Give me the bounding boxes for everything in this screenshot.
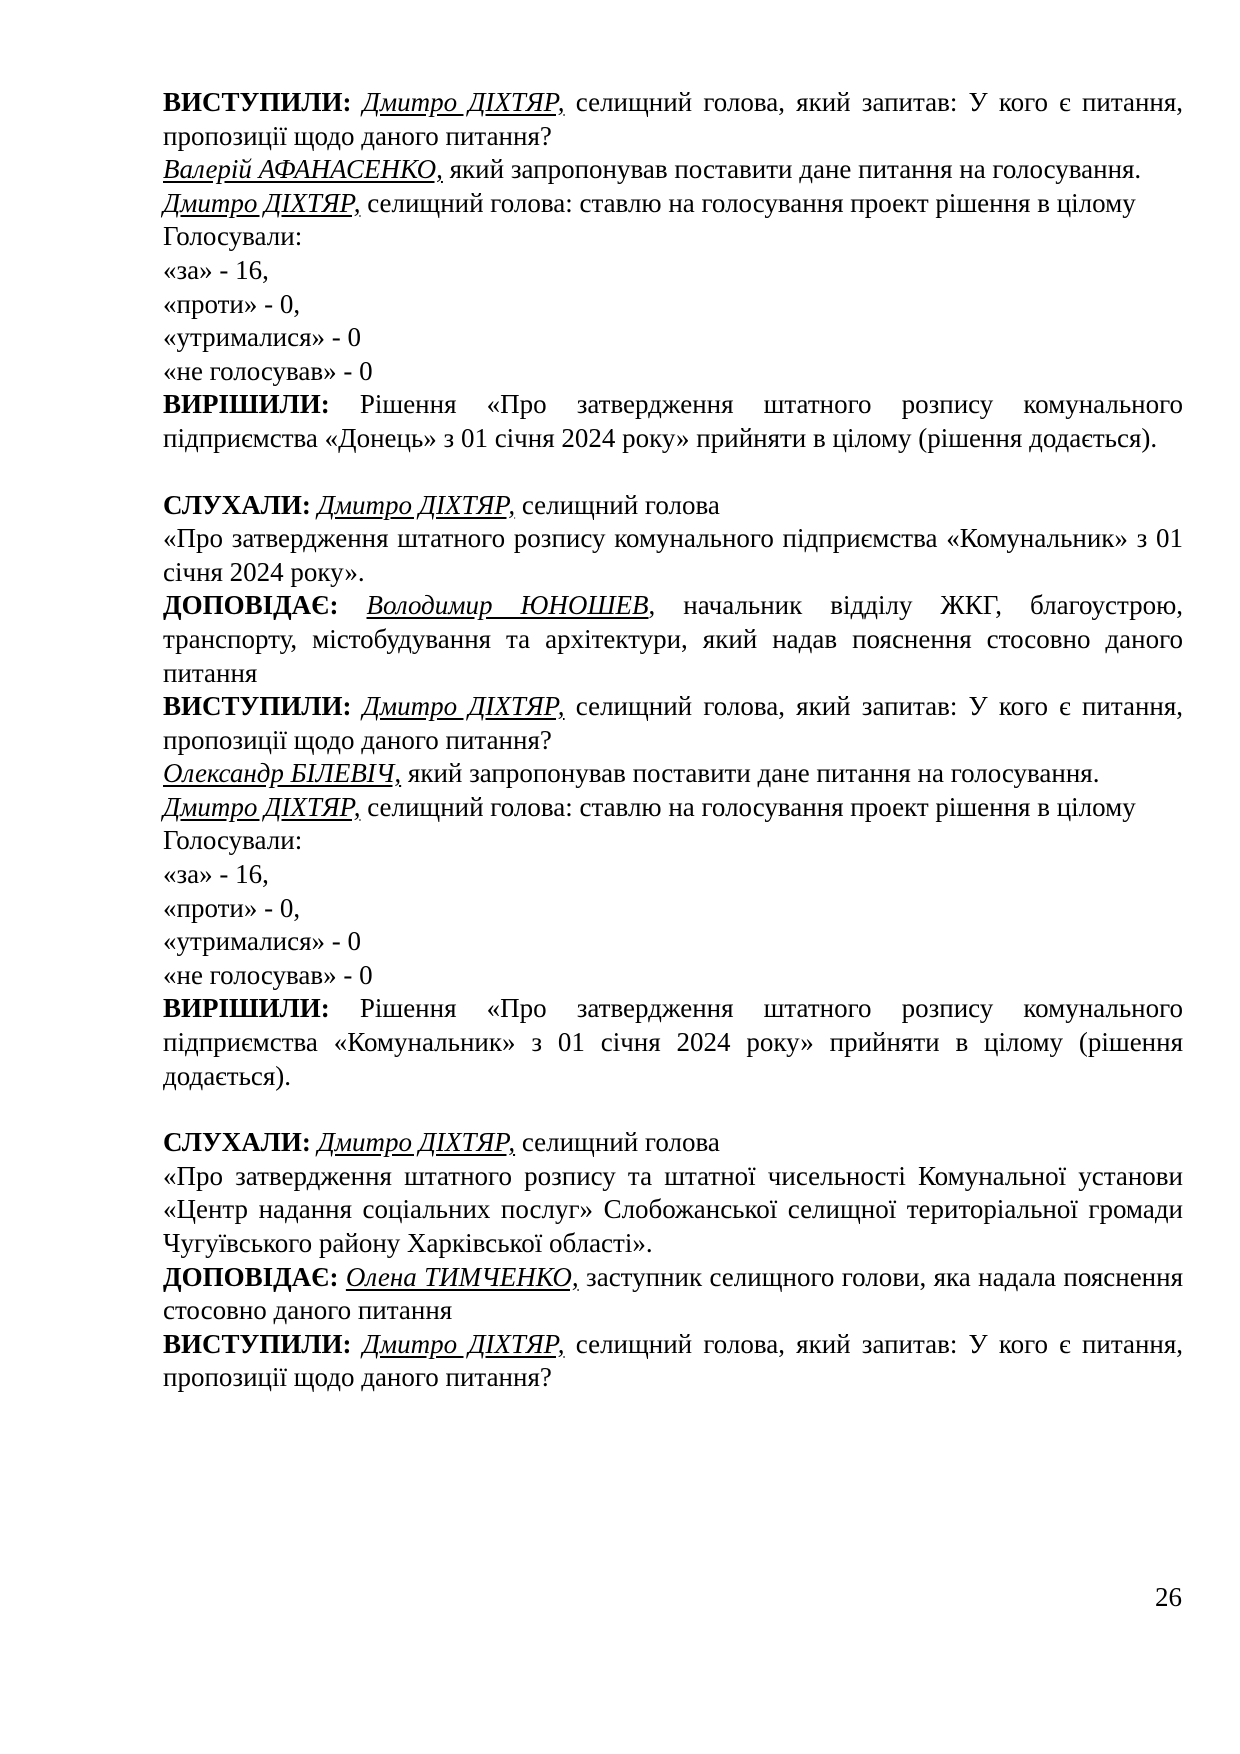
agenda-item-komunalnyk (163, 489, 1183, 1094)
vote-heading: Голосували: (163, 221, 303, 252)
reporter-label: ДОПОВІДАЄ: (163, 1261, 339, 1292)
vote-abstained: «утрималися» - 0 (163, 322, 362, 353)
reporter-name: Олена ТИМЧЕНКО, (345, 1261, 579, 1292)
heard-name: Дмитро ДІХТЯР, (317, 1127, 516, 1158)
proposer-name: Валерій АФАНАСЕНКО, (163, 154, 443, 185)
vote-for: «за» - 16, (163, 859, 269, 890)
speaker-name: Дмитро ДІХТЯР, (362, 87, 565, 117)
heard-text: селищний голова (521, 489, 720, 520)
reporter-text: заступник селищного голови, яка надала пояснення стосовно даного питання (163, 1261, 1183, 1326)
chair-text: селищний голова: ставлю на голосування проект рішення в цілому (367, 791, 1136, 822)
vote-not-voted: «не голосував» - 0 (163, 355, 373, 386)
agenda-topic: «Про затвердження штатного розпису та штатної чисельності Комунальної установи «Центр надання соціальних послуг» Слобожанської селищної територіальної громади Чугуївського району Харківської області». (163, 1160, 1183, 1258)
speaker-text: селищний голова, який запитав: У кого є питання, пропозиції щодо даного питання? (163, 691, 1184, 755)
vote-not-voted: «не голосував» - 0 (163, 959, 373, 990)
speakers-label: ВИСТУПИЛИ: (163, 87, 352, 117)
proposer-text: який запропонував поставити дане питання на голосування. (407, 758, 1100, 789)
reporter-label: ДОПОВІДАЄ: (163, 590, 339, 621)
speakers-label: ВИСТУПИЛИ: (163, 691, 352, 722)
vote-against: «проти» - 0, (163, 288, 301, 319)
section-spacer (163, 1093, 1183, 1126)
reporter-paragraph (163, 1261, 1183, 1328)
chair-paragraph (163, 791, 1183, 825)
heard-name: Дмитро ДІХТЯР, (317, 489, 516, 520)
heard-paragraph (163, 1126, 1183, 1160)
vote-abstained: «утрималися» - 0 (163, 926, 362, 957)
agenda-item-social-services (163, 1126, 1183, 1395)
heard-label: СЛУХАЛИ: (163, 489, 311, 520)
heard-paragraph (163, 489, 1183, 523)
decision-text: Рішення «Про затвердження штатного розпису комунального підприємства «Донець» з 01 січня 2024 року» прийняти в цілому (рішення додається). (163, 389, 1183, 453)
speakers-paragraph (163, 86, 1183, 153)
agenda-item-donets (163, 86, 1183, 456)
decision-label: ВИРІШИЛИ: (163, 993, 330, 1024)
chair-name: Дмитро ДІХТЯР, (163, 187, 361, 218)
proposer-paragraph (163, 153, 1183, 187)
speakers-paragraph (163, 1328, 1183, 1395)
chair-text: селищний голова: ставлю на голосування проект рішення в цілому (367, 187, 1136, 218)
speaker-text: селищний голова, який запитав: У кого є питання, пропозиції щодо даного питання? (163, 1328, 1184, 1393)
reporter-text: , начальник відділу ЖКГ, благоустрою, транспорту, містобудування та архітектури, який надав пояснення стосовно даного питання (163, 590, 1183, 688)
proposer-paragraph (163, 757, 1183, 791)
speaker-name: Дмитро ДІХТЯР, (362, 1328, 565, 1359)
chair-name: Дмитро ДІХТЯР, (163, 791, 361, 822)
agenda-topic: «Про затвердження штатного розпису комунального підприємства «Комунальник» з 01 січня 2024 року». (163, 523, 1183, 587)
speakers-label: ВИСТУПИЛИ: (163, 1328, 352, 1359)
chair-paragraph (163, 187, 1183, 221)
decision-label: ВИРІШИЛИ: (163, 389, 330, 420)
speakers-paragraph (163, 690, 1183, 757)
heard-text: селищний голова (521, 1127, 720, 1158)
proposer-name: Олександр БІЛЕВІЧ, (163, 758, 402, 789)
proposer-text: який запропонував поставити дане питання на голосування. (449, 154, 1142, 185)
vote-against: «проти» - 0, (163, 892, 301, 923)
decision-text: Рішення «Про затвердження штатного розпису комунального підприємства «Комунальник» з 01 січня 2024 року» прийняти в цілому (рішення додається). (163, 993, 1183, 1091)
decision-paragraph (163, 992, 1183, 1093)
reporter-paragraph (163, 589, 1183, 690)
vote-for: «за» - 16, (163, 254, 269, 285)
vote-heading: Голосували: (163, 825, 303, 856)
document-page (163, 86, 1183, 1395)
speaker-name: Дмитро ДІХТЯР, (362, 691, 565, 722)
reporter-name: Володимир ЮНОШЕВ (366, 590, 649, 621)
section-spacer (163, 456, 1183, 489)
decision-paragraph (163, 388, 1183, 455)
speaker-text: селищний голова, який запитав: У кого є питання, пропозиції щодо даного питання? (163, 87, 1184, 151)
heard-label: СЛУХАЛИ: (163, 1127, 311, 1158)
page-number: 26 (1155, 1582, 1182, 1612)
